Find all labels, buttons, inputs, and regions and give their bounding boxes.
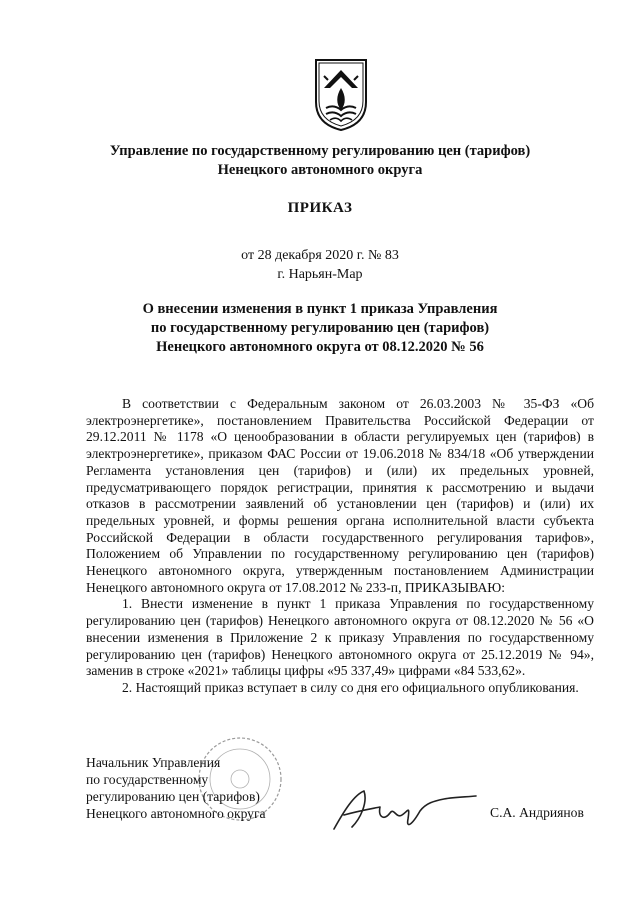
org-line: Ненецкого автономного округа	[217, 162, 423, 178]
body-paragraph: 2. Настоящий приказ вступает в силу со дня его официального опубликования.	[122, 679, 579, 695]
signatory-title-line: Ненецкого автономного округа	[86, 806, 266, 821]
subject-line: О внесении изменения в пункт 1 приказа Управления	[142, 301, 498, 317]
document-subject	[0, 300, 640, 357]
org-line: Управление по государственному регулированию цен (тарифов)	[109, 143, 531, 159]
handwritten-signature	[330, 785, 480, 835]
signatory-title-line: Начальник Управления	[86, 755, 221, 770]
body-paragraph: 1. Внести изменение в пункт 1 приказа Управления по государственному регулированию цен (тарифов) Ненецкого автономного округа от 08.12.2020 № 56 «О внесении изменения в Приложение 2 к приказу Управления по государственному регулированию цен (тарифов) Ненецкого автономного округа от 25.12.2019 № 94», заменив в строке «2021» таблицы цифры «95 337,49» цифрами «84 533,62».	[86, 596, 594, 679]
subject-line: Ненецкого автономного округа от 08.12.2020 № 56	[156, 339, 484, 355]
subject-line: по государственному регулированию цен (тарифов)	[150, 320, 490, 336]
signatory-title-line: регулированию цен (тарифов)	[86, 789, 260, 804]
document-meta	[0, 246, 640, 284]
signatory-title	[86, 754, 266, 822]
body-paragraph: В соответствии с Федеральным законом от 26.03.2003 № 35-ФЗ «Об электроэнергетике», постановлением Правительства Российской Федерации от 29.12.2011 № 1178 «О ценообразовании в области регулируемых цен (тарифов) в электроэнергетике», приказом ФАС России от 19.06.2018 № 834/18 «Об утверждении Регламента установления цен (тарифов) и (или) их предельных уровней, предусматривающего порядок регистрации, принятия к рассмотрению и выдачи отказов в рассмотрении заявлений об установлении цен (тарифов) и (или) их предельных уровней, и формы решения органа исполнительной власти субъекта Российской Федерации в области государственного регулирования тарифов», Положением об Управлении по государственному регулированию цен (тарифов) Ненецкого автономного округа, утвержденным постановлением Администрации Ненецкого автономного округа от 17.08.2012 № 233-п, ПРИКАЗЫВАЮ:	[86, 396, 594, 595]
place: г. Нарьян-Мар	[277, 267, 363, 282]
coat-of-arms-icon	[314, 58, 368, 132]
signatory-title-line: по государственному	[86, 772, 209, 787]
date-number: от 28 декабря 2020 г. № 83	[241, 248, 399, 263]
document-body	[86, 396, 594, 697]
signatory-name: С.А. Андриянов	[490, 805, 584, 820]
issuing-organization	[0, 142, 640, 180]
document-type: ПРИКАЗ	[287, 200, 353, 216]
